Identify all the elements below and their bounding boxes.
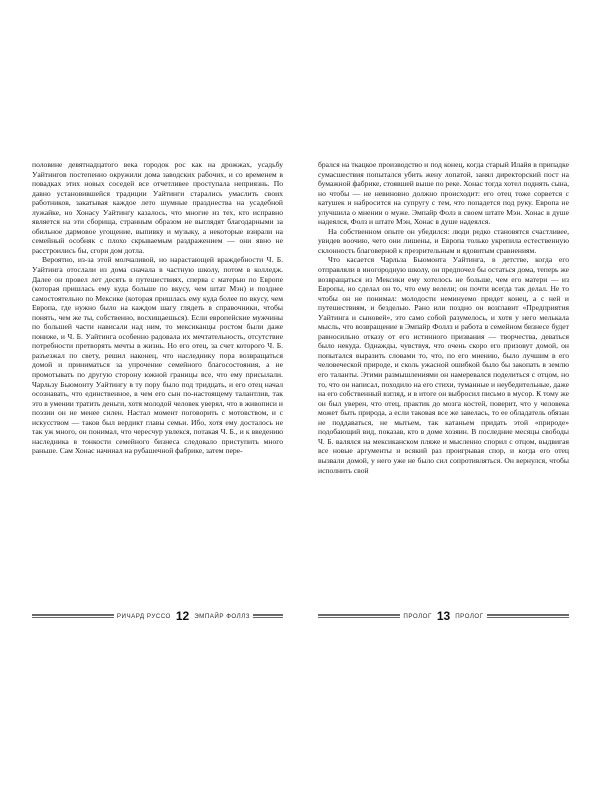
- footer-rule: [318, 614, 400, 618]
- right-paragraph-1: брался на ткацкое производство и под конец, когда старый Илайя в припадке сумасшествия попытался убить жену лопатой, занял директорский пост на бумажной фабрике, стоявшей выше по реке. Хонас тогда хотел поднять сына, но чтобы — не невиновно должно происходит: его отец тоже сорвется с катушек и набросится на супругу с тем, что попадется под руку. Европа не улучшила о мнении о муже. Эмпайр Фолз в своем штате Мэн. Хонас в душе надеялся, Фолз и штате Мэн, Хонас в душе надеялся.: [318, 160, 569, 227]
- page-number-left: 12: [175, 609, 190, 623]
- right-paragraph-2: На собственном опыте он убедился: люди редко становятся счастливее, увидев воочию, чего они лишены, и Европа только укрепила естественную склонность благоверной к презрительным и ядовитым сравнениям.: [318, 226, 569, 255]
- footer-book-title: ЭМПАЙР ФОЛЛЗ: [194, 612, 250, 620]
- right-page-footer: [318, 609, 569, 623]
- footer-rule: [253, 614, 283, 618]
- left-paragraph-1: половине девятнадцатого века городок рос как на дрожжах, усадьбу Уайтингов постепенно окружили дома заводских рабочих, и со временем в повадках этих новых соседей все отчетливее проступала неприязнь. По давно установившейся традиции Уайтинги старались умаслить своих работников, закатывая каждое лето шумные празднества на усадебной лужайке, но Хонасу Уайтингу казалось, что многие из тех, кто исправно является на эти сборища, странным образом не выглядят благодарными за обильное дармовое угощение, выпивку и музыку, а некоторые взирали на семейный особняк с плохо скрываемым раздражением — они явно не расстроились бы, сгори дом дотла.: [32, 160, 283, 255]
- right-page-text: [318, 160, 569, 475]
- right-paragraph-3: Что касается Чарльза Бьюмонта Уайтинга, в детстве, когда его отправляли в иногородную школу, он предпочел бы остаться дома, теперь же возвращаться из Мексики ему хотелось не больше, чем его матери — из Европы, но сделал он то, что ему велели; он почти всегда так делал. Не то чтобы он не понимал: молодости неминуемо придет конец, а с ней и путешествиям, и безделью. Рано или поздно он возглавит «Предприятия Уайтинга и сыновей», это само собой разумелось, и хотя у него мелькала мысль, что возвращение в Эмпайр Фоллз и работа в семейном бизнесе будет равносильно отказу от его истинного призвания — творчества, деваться было некуда. Однажды, чувствуя, что очень скоро его призовут домой, он попытался выразить словами то, что, по его мнению, было лучшим в его человеческой природе, и сколь ужасной ошибкой было бы закопать в землю его таланты. Этими размышлениями он намеревался поделиться с отцом, но то, что он написал, походило на его стихи, туманные и неубедительные, даже на его собственный взгляд, и в итоге он выбросил письмо в мусор. К тому же он был уверен, что отец, практик до мозга костей, поверит, что у человека может быть природа, а если таковая все же завелась, то ее обладатель обязан не поддаваться, не мытьем, так катаньем придать этой «природе» подобающий вид, показав, кто в доме хозяин. В последние месяцы свободы Ч. Б. валялся на мексиканском пляже и мысленно спорил с отцом, выдвигая все новые аргументы и всякий раз проигрывая спор, и когда его отец вызвали домой, у него уже не было сил сопротивляться. Он вернулся, чтобы исполнить свой: [318, 255, 569, 475]
- page-number-right: 13: [436, 609, 451, 623]
- footer-rule: [32, 614, 114, 618]
- footer-section-left: ПРОЛОГ: [403, 612, 432, 620]
- footer-section-right: ПРОЛОГ: [455, 612, 484, 620]
- left-page-footer: [32, 609, 283, 623]
- left-page-text: [32, 160, 283, 456]
- footer-author: РИЧАРД РУССО: [116, 612, 171, 620]
- left-paragraph-2: Вероятно, из-за этой молчаливой, но нарастающей враждебности Ч. Б. Уайтинга отослали из дома сначала в частную школу, потом в колледж. Далее он провел лет десять в путешествиях, сперва с матерью по Европе (которая пришлась ему куда больше по вкусу, чем штат Мэн) и позднее самостоятельно по Мексике (которая пришлась ему куда более по вкусу, чем Европа, где нужно было на каждом шагу глядеть в справочники, чтобы понять, чем же ты, собственно, восхищаешься). Если европейские мужчины по большей части нависали над ним, то мексиканцы ростом были даже пониже, и Ч. Б. Уайтинга особенно радовала их мечтательность, отсутствие потребности претворять мечты в жизнь. Но его отец, за счет которого Ч. Б. разъезжал по свету, решил наконец, что наследнику пора возвращаться домой и приниматься за упрочение семейного благосостояния, а не промотывать по другую сторону южной границы все, что ему присылали. Чарльзу Бьюмонту Уайтингу в ту пору было под тридцать, и его отец начал осознавать, что единственное, в чем его сын по-настоящему талантлив, так это в умении тратить деньги, хотя молодой человек уверял, что в живописи и поэзии он не менее силен. Настал момент поговорить с мотовством, и с искусством — таков был вердикт главы семьи. Ибо, хотя ему досталось не так уж много, он понимал, что чересчур увлекся, потакая Ч. Б., и к введению наследника в тонкости семейного бизнеса следовало приступить много раньше. Сам Хонас начинал на рубашечной фабрике, затем пере-: [32, 255, 283, 456]
- footer-rule: [487, 614, 569, 618]
